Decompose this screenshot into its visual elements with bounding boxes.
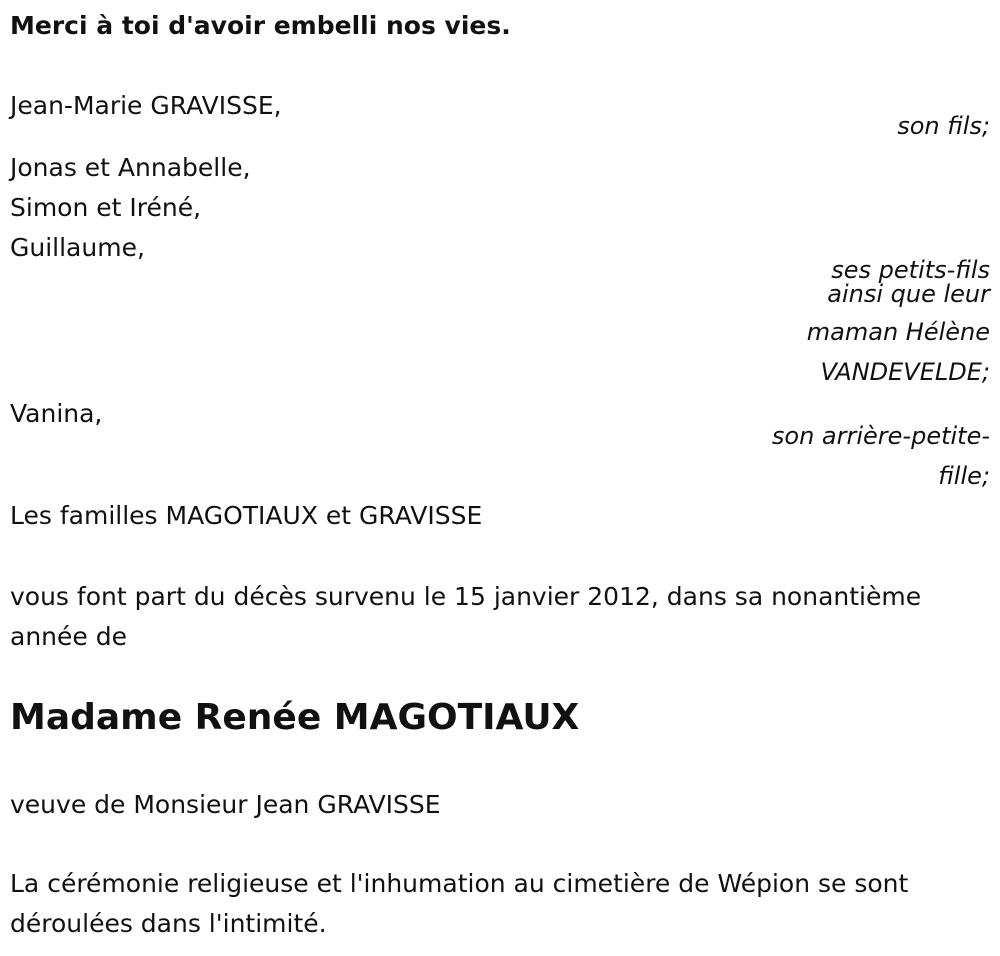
grandsons-relation: maman Hélène (806, 318, 990, 346)
widow-of-line: veuve de Monsieur Jean GRAVISSE (10, 790, 441, 819)
grandson-name: Simon et Iréné, (10, 193, 202, 222)
families-line: Les familles MAGOTIAUX et GRAVISSE (10, 501, 483, 530)
great-granddaughter-relation: son arrière-petite- (771, 422, 990, 450)
announcement-text: vous font part du décès survenu le 15 janvier 2012, dans sa nonantième année de (10, 582, 922, 651)
ceremony-text: La cérémonie religieuse et l'inhumation au cimetière de Wépion se sont déroulées dans l'intimité. (10, 869, 909, 938)
grandsons-relation: ainsi que leur (827, 280, 990, 308)
grandsons-relation: VANDEVELDE; (820, 358, 990, 386)
thank-you-heading: Merci à toi d'avoir embelli nos vies. (10, 11, 511, 40)
great-granddaughter-relation: fille; (938, 462, 990, 490)
son-name: Jean-Marie GRAVISSE, (10, 91, 282, 120)
grandson-name: Guillaume, (10, 233, 145, 262)
deceased-name: Madame Renée MAGOTIAUX (10, 697, 580, 738)
grandsons-relation: ses petits-fils (831, 256, 990, 284)
great-granddaughter-name: Vanina, (10, 399, 103, 428)
son-relation: son fils; (897, 112, 990, 140)
grandson-name: Jonas et Annabelle, (10, 153, 251, 182)
